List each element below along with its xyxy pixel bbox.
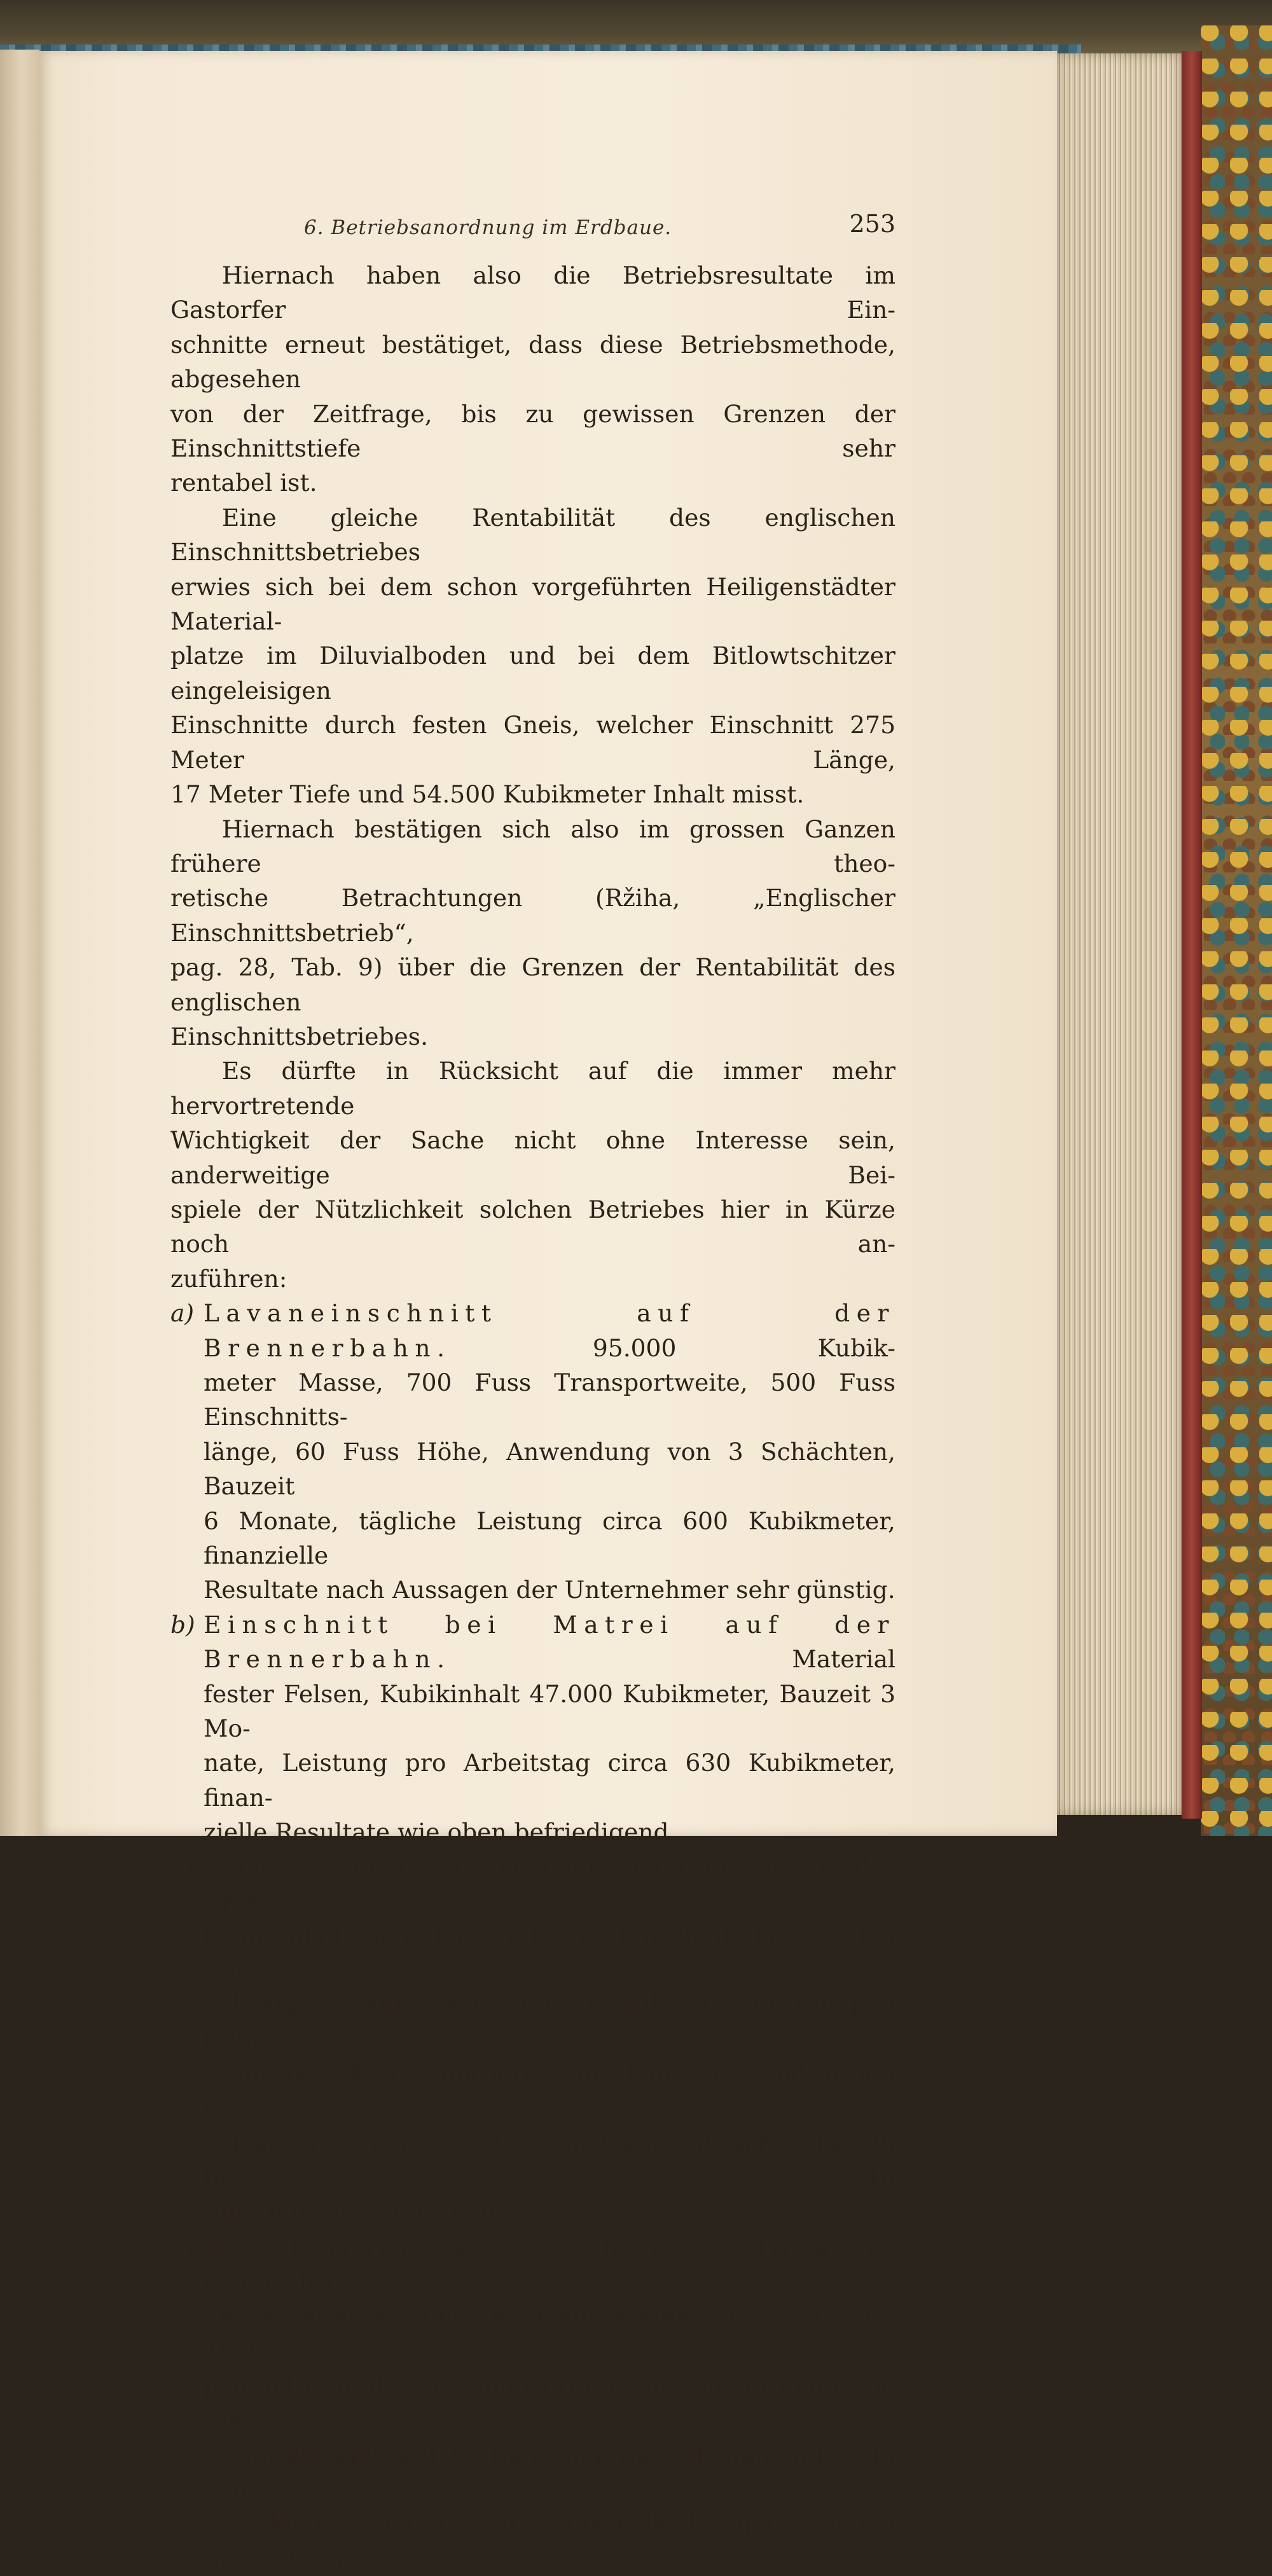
page-stack-edge (1057, 53, 1182, 1815)
text-line: spiele der Nützlichkeit solchen Betriebes hier in Kürze noch an- (170, 1195, 895, 1258)
text-line: Es dürfte in Rücksicht auf die immer mehr hervortretende (170, 1057, 895, 1120)
facing-page-edge (0, 50, 39, 1836)
item-title: Einschnitt bei Matrei auf der Brennerbahn. (204, 1610, 895, 1674)
running-head: 6. Betriebsanordnung im Erdbaue. (304, 216, 672, 239)
text-line: schon bei 24 Fuss mittlerer Einschnittstiefe und in den festeren (204, 2060, 895, 2123)
text-line: nate, Leistung pro Arbeitstag circa 630 Kubikmeter, finan- (204, 1749, 895, 1812)
text-line: schnitte erneut bestätiget, dass diese Betriebsmethode, abgesehen (170, 330, 895, 394)
item-marker: a) (170, 1299, 195, 1328)
text-line: Wichtigkeit der Sache nicht ohne Interesse sein, anderweitige Bei- (170, 1126, 895, 1189)
text-line: Felsarten, je nach der Gesteinsfestigkeit, schon bei 36 bis 48 (204, 2129, 895, 2193)
page-number: 253 (849, 210, 895, 238)
text-line: des Architekten- und Ingenieurvereines zu Hannover“, 1870, (204, 2302, 895, 2366)
paragraph (170, 500, 895, 812)
text-line: platze im Diluvialboden und bei dem Bitlowtschitzer eingeleisigen (170, 642, 895, 705)
text-line: zielle Resultate wie oben befriedigend. (204, 1818, 677, 1847)
text-line: von der Zeitfrage, bis zu gewissen Grenzen der Einschnittstiefe sehr (170, 399, 895, 463)
text-line: Eine gleiche Rentabilität des englischen Einschnittsbetriebes (170, 503, 895, 567)
text-line: 6 Monate, tägliche Leistung circa 600 Kubikmeter, finanzielle (204, 1506, 895, 1570)
list-item-b (170, 1608, 895, 1850)
item-marker: b) (170, 1610, 195, 1639)
text-line: länge, 60 Fuss Höhe, Anwendung von 3 Schächten, Bauzeit (204, 1437, 895, 1501)
text-line: Material (451, 1645, 895, 1674)
text-line: Hiernach bestätigen sich also im grossen Ganzen frühere theo- (170, 815, 895, 878)
text-line: 95.000 Kubik- (451, 1333, 895, 1362)
body-text (170, 258, 895, 2576)
text-line: („Zeitschrift (204, 2268, 352, 2296)
text-line: schnittsbetrieb mit Vortheil angewendet, namentlich in den (204, 2441, 895, 2504)
text-line: 17 Meter Tiefe und 54.500 Kubikmeter Inhalt misst. (170, 780, 805, 809)
text-line: Nach Aussagen verschiedener Unternehmer an der Brenner- (204, 1852, 895, 1916)
item-marker: c) (170, 1852, 193, 1881)
text-line: geleisigen Bahneinschnitten in mildem und rolligem Gebirge (204, 1991, 895, 2054)
text-line: retische Betrachtungen (Ržiha, „Englischer Einschnittsbetrieb“, (170, 884, 895, 947)
leather-spine-band (1182, 51, 1202, 1819)
item-marker: d) (170, 2233, 195, 2262)
text-line: 27 Meter tiefen, im Muschelkalk gebrochenen Sparnsberger (204, 2510, 895, 2573)
text-line: meter Masse, 700 Fuss Transportweite, 500 Fuss Einschnitts- (204, 1368, 895, 1431)
item-title: Württembergische Schwarzwaldbahn. (204, 2233, 895, 2262)
paragraph (170, 1054, 895, 1296)
paragraph (170, 258, 895, 500)
text-line: rentabel ist. (170, 469, 317, 497)
text-line: Fuss mittlerer Einschnittstiefe. (204, 2198, 582, 2227)
text-line: Einschnittsbetriebes. (170, 1022, 429, 1050)
text-line: erwies sich bei dem schon vorgeführten Heiligenstädter Material- (170, 572, 895, 636)
text-line: Hiernach haben also die Betriebsresultate im Gastorfer Ein- (170, 261, 895, 324)
text-line: pag. 64.) Auf dieser Bahn wurde mehrfach der englisehe Ein- (204, 2371, 895, 2435)
text-line: Einschnitte durch festen Gneis, welcher Einschnitt 275 Meter Länge, (170, 711, 895, 774)
text-line: pag. 28, Tab. 9) über die Grenzen der Rentabilität des englischen (170, 953, 895, 1016)
list-item-a (170, 1296, 895, 1608)
text-line: zuführen: (170, 1264, 287, 1293)
paragraph (170, 812, 895, 1054)
text-line: bahn lohnt sich der englische Einschnittsbetrieb bei zwei- (204, 1922, 895, 1985)
page-content (170, 210, 895, 2576)
list-item-c (170, 1850, 895, 2230)
item-title: Lavaneinschnitt auf der Brennerbahn. (204, 1299, 895, 1362)
text-line: fester Felsen, Kubikinhalt 47.000 Kubikmeter, Bauzeit 3 Mo- (204, 1679, 895, 1743)
marbled-cover (1201, 25, 1272, 1836)
list-item-d (170, 2230, 895, 2576)
page-header (170, 210, 895, 254)
text-line: Resultate nach Aussagen der Unternehmer sehr günstig. (204, 1576, 895, 1604)
